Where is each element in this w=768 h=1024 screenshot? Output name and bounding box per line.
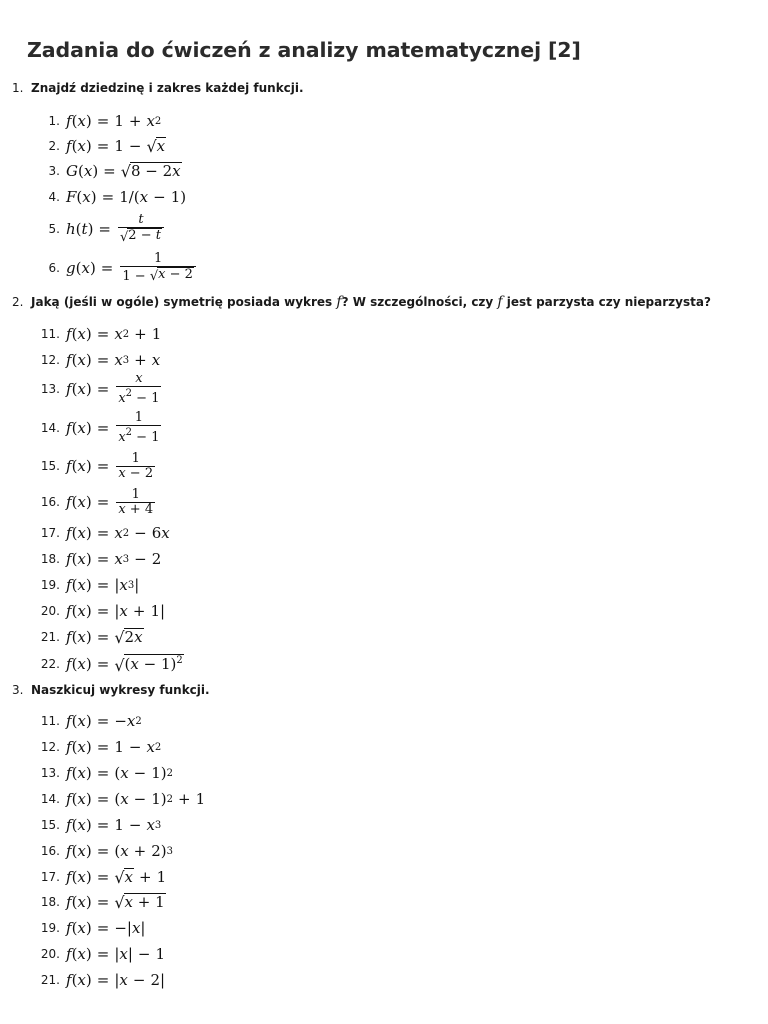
formula: f ( x ) = − x 2 [66, 712, 142, 730]
item-number: 11. [40, 327, 60, 341]
formula: f ( x ) = ( x + 2) 3 [66, 842, 174, 860]
section-heading-text-b: ? W szczególności, czy [341, 295, 498, 309]
list-item [32, 710, 142, 732]
item-number: 11. [40, 714, 60, 728]
formula: G ( x ) = √ 8 − 2x [66, 161, 181, 182]
formula: f ( x ) = 1 + x 2 [66, 112, 162, 130]
section-number: 3. [12, 683, 24, 697]
list-item [32, 487, 157, 517]
page-title: Zadania do ćwiczeń z analizy matematycznej [2] [27, 38, 581, 62]
list-item [32, 814, 161, 836]
section-heading-text: Naszkicuj wykresy funkcji. [31, 683, 210, 697]
formula: f ( x ) = ( x − 1) 2 + 1 [66, 790, 206, 808]
list-item [32, 736, 161, 758]
section-number: 1. [12, 81, 24, 95]
list-item [32, 186, 186, 208]
formula: f ( x ) = 1 − √ x [66, 136, 166, 157]
section-heading-text: Znajdź dziedzinę i zakres każdej funkcji. [31, 81, 304, 95]
section-heading-text-c: jest parzysta czy nieparzysta? [502, 295, 711, 309]
formula: f ( x ) = x 3 + x [66, 351, 161, 369]
item-number: 16. [40, 844, 60, 858]
list-item [32, 788, 205, 810]
list-item [32, 410, 163, 445]
formula: f ( x ) = | x + 1| [66, 602, 166, 620]
formula: f ( x ) = | x − 2| [66, 971, 166, 989]
item-number: 19. [40, 578, 60, 592]
list-item [32, 600, 165, 622]
item-number: 4. [48, 190, 60, 204]
item-number: 14. [40, 421, 60, 435]
list-item [32, 917, 145, 939]
item-number: 21. [40, 630, 60, 644]
item-number: 22. [40, 657, 60, 671]
formula: f ( x ) = $\frac{x}{x^2 - 1}$ [66, 371, 160, 406]
list-item [32, 891, 166, 913]
formula: f ( x ) = $\frac{1}{x - 2}$ [66, 450, 154, 481]
formula: f ( x ) = x 2 + 1 [66, 325, 162, 343]
item-number: 18. [40, 552, 60, 566]
item-number: 17. [40, 870, 60, 884]
item-number: 2. [48, 139, 60, 153]
item-number: 15. [40, 459, 60, 473]
formula: f ( x ) = 1 − x 2 [66, 738, 162, 756]
list-item [32, 214, 166, 244]
function-symbol: f [497, 294, 503, 310]
item-number: 15. [40, 818, 60, 832]
formula: f ( x ) = | x | − 1 [66, 945, 166, 963]
list-item [32, 840, 173, 862]
section-heading-2 [12, 294, 711, 310]
function-symbol: f [336, 294, 342, 310]
formula: f ( x ) = ( x − 1) 2 [66, 764, 174, 782]
item-number: 6. [48, 261, 60, 275]
item-number: 20. [40, 947, 60, 961]
formula: f ( x ) = √ 2x [66, 627, 143, 648]
list-item [32, 866, 166, 888]
item-number: 3. [48, 164, 60, 178]
formula: f ( x ) = √ x + 1 [66, 892, 165, 913]
item-number: 19. [40, 921, 60, 935]
item-number: 1. [48, 114, 60, 128]
list-item [32, 969, 165, 991]
formula: f ( x ) = $\frac{1}{x^2 - 1}$ [66, 410, 160, 445]
item-number: 20. [40, 604, 60, 618]
item-number: 5. [48, 222, 60, 236]
formula: h ( t ) = t √ 2 − t [66, 213, 166, 245]
item-number: 21. [40, 973, 60, 987]
formula: f ( x ) = √ x + 1 [66, 867, 167, 888]
list-item [32, 762, 173, 784]
list-item [32, 943, 165, 965]
section-number: 2. [12, 295, 24, 309]
item-number: 17. [40, 526, 60, 540]
list-item [32, 349, 160, 371]
formula: f ( x ) = −| x | [66, 919, 146, 937]
section-heading-text-a: Jaką (jeśli w ogóle) symetrię posiada wykres [31, 295, 337, 309]
formula: f ( x ) = 1 − x 3 [66, 816, 162, 834]
item-number: 13. [40, 382, 60, 396]
item-number: 16. [40, 495, 60, 509]
item-number: 12. [40, 353, 60, 367]
formula: f ( x ) = √ $(x - 1)^2$ [66, 655, 183, 675]
list-item [32, 135, 166, 157]
formula: F ( x ) = 1/( x − 1) [66, 188, 187, 206]
item-number: 13. [40, 766, 60, 780]
list-item [32, 626, 144, 648]
section-heading-1 [12, 81, 304, 95]
list-item [32, 160, 182, 182]
item-number: 14. [40, 792, 60, 806]
formula: f ( x ) = x 2 − 6 x [66, 524, 170, 542]
item-number: 12. [40, 740, 60, 754]
list-item [32, 653, 184, 675]
list-item [32, 451, 157, 481]
list-item [32, 253, 198, 283]
formula: g ( x ) = 1 1 − √ x − 2 [66, 252, 198, 284]
item-number: 18. [40, 895, 60, 909]
formula: f ( x ) = x 3 − 2 [66, 550, 162, 568]
list-item [32, 574, 139, 596]
formula: f ( x ) = | x 3 | [66, 576, 140, 594]
formula: f ( x ) = $\frac{1}{x + 4}$ [66, 486, 154, 517]
list-item [32, 548, 161, 570]
list-item [32, 371, 163, 406]
list-item [32, 323, 161, 345]
list-item [32, 522, 170, 544]
section-heading-3 [12, 683, 210, 697]
list-item [32, 110, 161, 132]
